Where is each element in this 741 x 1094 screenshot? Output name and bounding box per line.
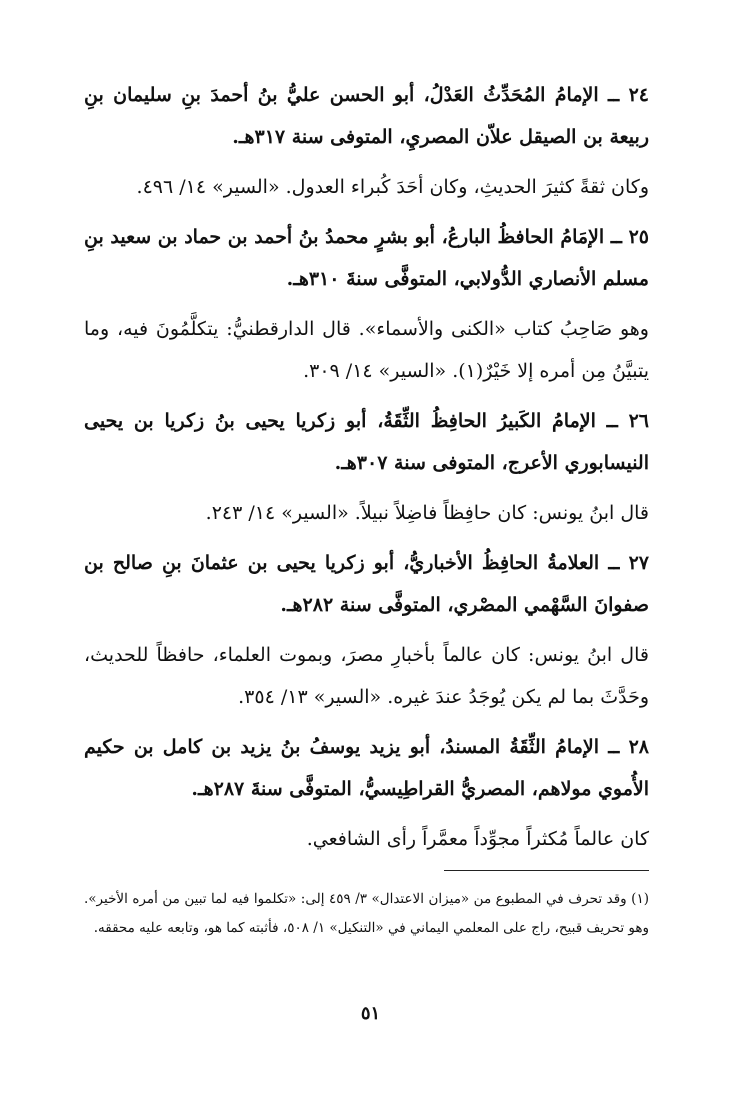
footnote: (١) وقد تحرف في المطبوع من «ميزان الاعتدال» ٣/ ٤٥٩ إلى: «تكلموا فيه لما تبين من أمره الأخير». وهو تحريف قبيح، راج على المعلمي اليماني في «التنكيل» ١/ ٥٠٨، فأثبته كما هو، وتابعه عليه محققه. [84,890,649,936]
biography-entry-25: ٢٥ ــ الإمَامُ الحافظُ البارعُ، أبو بشرٍ محمدُ بنُ أحمد بن حماد بن سعيد بنِ مسلم الأنصاري الدُّولابي، المتوفَّى سنةَ ٣١٠هـ. [84,226,649,290]
biography-note-25: وهو صَاحِبُ كتاب «الكنى والأسماء». قال الدارقطنيُّ: يتكلَّمُونَ فيه، وما يتبيَّنُ مِن أمره إلا خَيْرٌ(١). «السير» ١٤/ ٣٠٩. [84,318,649,382]
biography-entry-24: ٢٤ ــ الإمامُ المُحَدِّثُ العَدْلُ، أبو الحسن عليُّ بنُ أحمدَ بنِ سليمان بنِ ربيعة بن الصيقل علاّن المصريِ، المتوفى سنة ٣١٧هـ. [84,84,649,148]
page-number: ٥١ [360,1003,381,1024]
biography-entry-26: ٢٦ ــ الإمامُ الكَبيرُ الحافِظُ الثِّقَةُ، أبو زكريا يحيى بنُ زكريا بن يحيى النيسابوري الأعرج، المتوفى سنة ٣٠٧هـ. [84,410,649,474]
footnote-divider [444,870,649,871]
biography-entry-28: ٢٨ ــ الإمامُ الثِّقَةُ المسندُ، أبو يزيد يوسفُ بنُ يزيد بن كامل بن حكيم الأُموي مولاهم، المصريُّ القراطِيسيُّ، المتوفَّى سنةَ ٢٨٧هـ. [84,736,649,800]
biography-note-24: وكان ثقةً كثيرَ الحديثِ، وكان أحَدَ كُبراء العدول. «السير» ١٤/ ٤٩٦. [136,176,649,198]
biography-note-27: قال ابنُ يونس: كان عالماً بأخبارِ مصرَ، وبموت العلماء، حافظاً للحديث، وحَدَّثَ بما لم يكن يُوجَدُ عندَ غيره. «السير» ١٣/ ٣٥٤. [84,644,649,708]
main-text [84,74,649,860]
biography-entry-27: ٢٧ ــ العلامةُ الحافِظُ الأخباريُّ، أبو زكريا يحيى بن عثمانَ بنِ صالح بن صفوانَ السَّهْمي المصْري، المتوفَّى سنة ٢٨٢هـ. [84,552,649,616]
biography-note-26: قال ابنُ يونس: كان حافِظاً فاضِلاً نبيلاً. «السير» ١٤/ ٢٤٣. [205,502,649,524]
biography-note-28: كان عالماً مُكثراً مجوِّداً معمَّراً رأى الشافعي. [306,828,649,850]
